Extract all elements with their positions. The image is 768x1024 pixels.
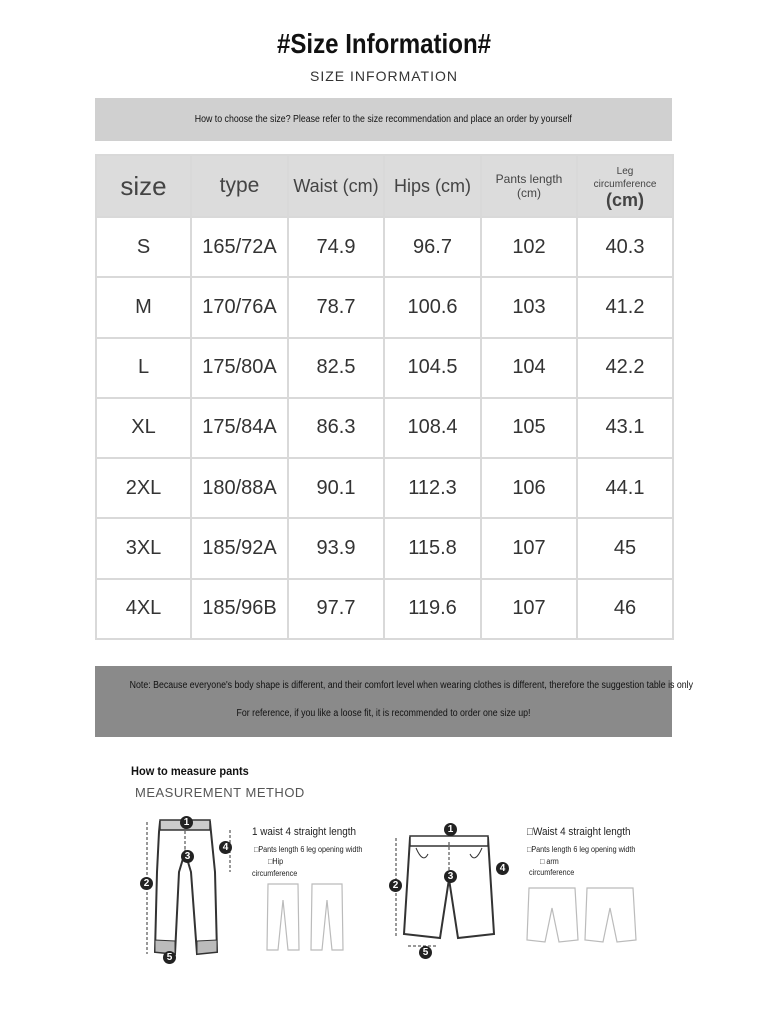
cell-hips: 112.3 xyxy=(384,458,481,518)
table-row xyxy=(96,398,673,458)
page-title: #Size Information# xyxy=(276,28,492,59)
cell-pants-length: 103 xyxy=(481,277,577,337)
shorts-diagram xyxy=(388,824,513,954)
cell-leg-circumference: 45 xyxy=(577,518,673,578)
cell-size: M xyxy=(96,277,191,337)
table-row xyxy=(96,518,673,578)
measure-subtitle: MEASUREMENT METHOD xyxy=(135,785,305,800)
table-row xyxy=(96,277,673,337)
left-annotation-line4: circumference xyxy=(252,869,298,878)
cell-waist: 93.9 xyxy=(288,518,384,578)
cell-leg-circumference: 43.1 xyxy=(577,398,673,458)
cell-waist: 97.7 xyxy=(288,579,384,639)
cell-hips: 119.6 xyxy=(384,579,481,639)
cell-waist: 74.9 xyxy=(288,217,384,277)
cell-size: XL xyxy=(96,398,191,458)
note-line-1: Note: Because everyone's body shape is different, and their comfort level when wearing clothes is different, therefore the suggestion table is only xyxy=(129,680,694,691)
size-table xyxy=(95,154,674,640)
left-annotation-line3: □Hip xyxy=(268,857,284,866)
marker-3-right: 3 xyxy=(444,870,457,883)
table-row xyxy=(96,217,673,277)
cell-size: S xyxy=(96,217,191,277)
right-annotation-line2: □Pants length 6 leg opening width xyxy=(527,845,636,854)
page-subtitle: SIZE INFORMATION xyxy=(310,68,458,84)
header-leg-line1: Leg xyxy=(616,166,634,177)
header-leg-circumference xyxy=(577,155,673,217)
cell-type: 175/80A xyxy=(191,338,288,398)
header-leg-line2: circumference xyxy=(593,179,657,190)
cell-hips: 100.6 xyxy=(384,277,481,337)
cell-pants-length: 105 xyxy=(481,398,577,458)
cell-size: 2XL xyxy=(96,458,191,518)
cell-hips: 108.4 xyxy=(384,398,481,458)
cell-size: 3XL xyxy=(96,518,191,578)
cell-waist: 90.1 xyxy=(288,458,384,518)
right-annotation-line3: □ arm xyxy=(540,857,559,866)
marker-4-left: 4 xyxy=(219,841,232,854)
marker-4-right: 4 xyxy=(496,862,509,875)
cell-leg-circumference: 40.3 xyxy=(577,217,673,277)
cell-size: 4XL xyxy=(96,579,191,639)
note-box xyxy=(95,666,694,737)
left-annotation-line2: □Pants length 6 leg opening width xyxy=(254,845,363,854)
cell-leg-circumference: 46 xyxy=(577,579,673,639)
cell-type: 170/76A xyxy=(191,277,288,337)
header-leg-unit: (cm) xyxy=(605,190,644,210)
marker-2-left: 2 xyxy=(140,877,153,890)
marker-1-left: 1 xyxy=(180,816,193,829)
cell-leg-circumference: 42.2 xyxy=(577,338,673,398)
header-size: size xyxy=(96,155,191,217)
marker-5-left: 5 xyxy=(163,951,176,964)
cell-type: 180/88A xyxy=(191,458,288,518)
long-pants-diagram xyxy=(135,812,245,967)
cell-pants-length: 102 xyxy=(481,217,577,277)
table-header-row xyxy=(96,155,673,217)
banner-text: How to choose the size? Please refer to the size recommendation and place an order by yourself xyxy=(194,114,573,125)
long-pants-thumbnails xyxy=(262,880,352,955)
cell-waist: 86.3 xyxy=(288,398,384,458)
cell-leg-circumference: 41.2 xyxy=(577,277,673,337)
cell-waist: 82.5 xyxy=(288,338,384,398)
right-annotation-line1: □Waist 4 straight length xyxy=(527,826,631,838)
cell-type: 175/84A xyxy=(191,398,288,458)
header-pants-length: Pants length (cm) xyxy=(481,155,577,217)
cell-hips: 96.7 xyxy=(384,217,481,277)
cell-waist: 78.7 xyxy=(288,277,384,337)
cell-hips: 115.8 xyxy=(384,518,481,578)
cell-hips: 104.5 xyxy=(384,338,481,398)
table-row xyxy=(96,579,673,639)
header-waist: Waist (cm) xyxy=(288,155,384,217)
measure-title: How to measure pants xyxy=(131,764,249,778)
table-row xyxy=(96,338,673,398)
note-line-2: For reference, if you like a loose fit, it is recommended to order one size up! xyxy=(236,708,531,719)
cell-pants-length: 107 xyxy=(481,579,577,639)
left-annotation-line1: 1 waist 4 straight length xyxy=(252,826,357,838)
shorts-thumbnails xyxy=(525,884,640,946)
size-guide-banner xyxy=(95,98,672,141)
cell-pants-length: 104 xyxy=(481,338,577,398)
marker-1-right: 1 xyxy=(444,823,457,836)
header-hips: Hips (cm) xyxy=(384,155,481,217)
cell-type: 165/72A xyxy=(191,217,288,277)
marker-5-right: 5 xyxy=(419,946,432,959)
cell-pants-length: 107 xyxy=(481,518,577,578)
cell-pants-length: 106 xyxy=(481,458,577,518)
table-row xyxy=(96,458,673,518)
marker-2-right: 2 xyxy=(389,879,402,892)
header-type: type xyxy=(191,155,288,217)
cell-type: 185/92A xyxy=(191,518,288,578)
cell-size: L xyxy=(96,338,191,398)
cell-leg-circumference: 44.1 xyxy=(577,458,673,518)
right-annotation-line4: circumference xyxy=(529,868,575,877)
cell-type: 185/96B xyxy=(191,579,288,639)
marker-3-left: 3 xyxy=(181,850,194,863)
